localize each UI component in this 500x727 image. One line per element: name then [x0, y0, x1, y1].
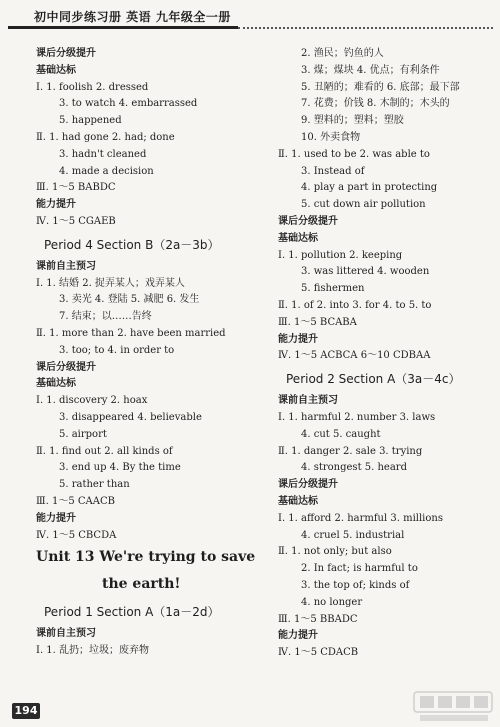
section-heading: 能力提升: [36, 512, 76, 524]
answer-line-indented: 4. cruel 5. industrial: [301, 529, 405, 541]
answer-line: Ⅰ. 1. afford 2. harmful 3. millions: [278, 512, 443, 524]
answer-line-indented: 3. the top of; kinds of: [301, 579, 410, 591]
answer-line: Ⅱ. 1. had gone 2. had; done: [36, 131, 175, 143]
answer-line: Ⅳ. 1～5 CDACB: [278, 647, 359, 659]
answer-line-indented: 5. cut down air pollution: [301, 199, 426, 211]
answer-line-indented: 3. to watch 4. embarrassed: [59, 98, 198, 110]
left-column: [36, 46, 264, 660]
page-number: 194: [12, 703, 40, 719]
answer-line: Ⅲ. 1～5 BBADC: [278, 613, 358, 625]
answer-line-indented: 3. 卖光 4. 登陆 5. 减肥 6. 发生: [59, 294, 200, 306]
answer-line: Ⅰ. 1. pollution 2. keeping: [278, 249, 403, 261]
watermark-logo-icon: [412, 690, 494, 724]
answer-line-indented: 10. 外卖食物: [301, 131, 361, 143]
answer-line-indented: 3. disappeared 4. believable: [59, 411, 202, 423]
section-heading: 课前自主预习: [278, 395, 338, 407]
answer-line-indented: 4. made a decision: [59, 165, 154, 177]
answer-line: Ⅲ. 1～5 CAACB: [36, 495, 115, 507]
answer-line-indented: 3. end up 4. By the time: [59, 462, 181, 474]
answer-line: Ⅲ. 1～5 BABDC: [36, 182, 116, 194]
section-heading: 课前自主预习: [36, 260, 96, 272]
answer-line-indented: 4. no longer: [301, 596, 363, 608]
section-heading: 课后分级提升: [36, 361, 96, 373]
answer-line: Ⅱ. 1. more than 2. have been married: [36, 327, 226, 339]
answer-line-indented: 5. airport: [59, 428, 107, 440]
answer-line: Ⅱ. 1. of 2. into 3. for 4. to 5. to: [278, 299, 432, 311]
header-rule: [8, 26, 238, 29]
answer-line-indented: 7. 结束；以……告终: [59, 311, 152, 323]
answer-line: Ⅱ. 1. find out 2. all kinds of: [36, 445, 173, 457]
answer-line-indented: 2. In fact; is harmful to: [301, 563, 418, 575]
answer-line-indented: 9. 塑料的；塑料；塑胶: [301, 115, 404, 127]
page-header: [0, 6, 500, 32]
answer-line-indented: 5. fishermen: [301, 283, 365, 295]
answer-line: Ⅳ. 1～5 CBCDA: [36, 529, 117, 541]
section-heading: 基础达标: [278, 232, 318, 244]
answer-line-indented: 5. rather than: [59, 479, 130, 491]
section-heading: 能力提升: [36, 199, 76, 211]
answer-line-indented: 5. happened: [59, 115, 122, 127]
section-heading: 基础达标: [36, 378, 76, 390]
answer-line-indented: 4. cut 5. caught: [301, 428, 381, 440]
section-heading: 基础达标: [278, 495, 318, 507]
answer-line: Ⅰ. 1. 乱扔；垃圾；废弃物: [36, 645, 150, 657]
period-heading: Period 2 Section A（3a－4c）: [286, 372, 461, 387]
header-dotted-rule: [238, 27, 493, 29]
answer-line: Ⅳ. 1～5 CGAEB: [36, 215, 116, 227]
period-heading: Period 1 Section A（1a－2d）: [44, 605, 220, 620]
answer-line-indented: 3. too; to 4. in order to: [59, 344, 175, 356]
section-heading: 能力提升: [278, 333, 318, 345]
answer-line: Ⅰ. 1. foolish 2. dressed: [36, 81, 149, 93]
answer-line-indented: 2. 渔民；钓鱼的人: [301, 48, 384, 59]
answer-line-indented: 3. Instead of: [301, 165, 365, 177]
section-heading: 课后分级提升: [36, 48, 96, 59]
answer-line-indented: 7. 花费；价钱 8. 木制的；木头的: [301, 98, 450, 110]
answer-line: Ⅰ. 1. 结婚 2. 捉弄某人；戏弄某人: [36, 277, 185, 289]
book-title: 初中同步练习册 英语 九年级全一册: [34, 10, 231, 24]
section-heading: 课后分级提升: [278, 215, 338, 227]
period-heading: Period 4 Section B（2a－3b）: [44, 237, 220, 252]
answer-line-indented: 3. was littered 4. wooden: [301, 266, 430, 278]
answer-line-indented: 5. 丑陋的；难看的 6. 底部；最下部: [301, 81, 460, 93]
answer-line: Ⅱ. 1. not only; but also: [278, 546, 392, 558]
answer-line: Ⅰ. 1. discovery 2. hoax: [36, 395, 148, 407]
section-heading: 基础达标: [36, 64, 76, 76]
answer-line-indented: 3. 煤；煤块 4. 优点；有利条件: [301, 64, 440, 76]
answer-line-indented: 4. strongest 5. heard: [301, 462, 407, 474]
answer-line: Ⅰ. 1. harmful 2. number 3. laws: [278, 411, 436, 423]
answer-line: Ⅳ. 1～5 ACBCA 6～10 CDBAA: [278, 350, 431, 362]
section-heading: 课后分级提升: [278, 479, 338, 491]
answer-line: Ⅱ. 1. danger 2. sale 3. trying: [278, 445, 423, 457]
unit-heading-continued: the earth!: [102, 576, 181, 593]
answer-line-indented: 3. hadn't cleaned: [59, 148, 147, 160]
section-heading: 课前自主预习: [36, 628, 96, 640]
answer-line: Ⅱ. 1. used to be 2. was able to: [278, 148, 430, 160]
answer-line: Ⅲ. 1～5 BCABA: [278, 316, 357, 328]
section-heading: 能力提升: [278, 630, 318, 642]
answer-line-indented: 4. play a part in protecting: [301, 182, 438, 194]
right-column: [278, 46, 500, 662]
unit-heading: Unit 13 We're trying to save: [36, 549, 256, 566]
